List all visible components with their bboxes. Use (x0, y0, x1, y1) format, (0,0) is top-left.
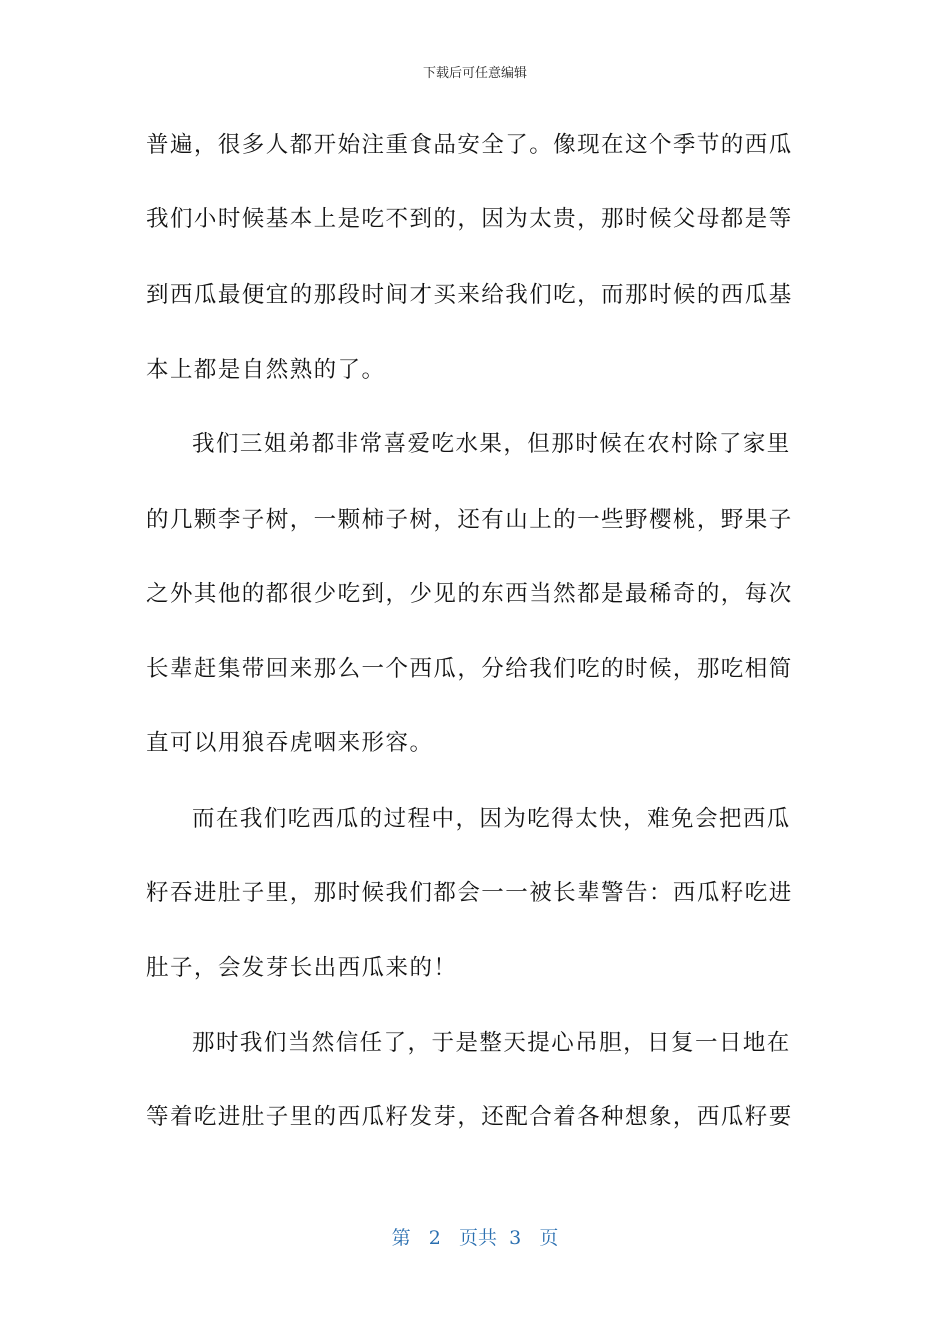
text-line: 而在我们吃西瓜的过程中，因为吃得太快，难免会把西瓜 (192, 806, 791, 832)
text-line: 长辈赶集带回来那么一个西瓜，分给我们吃的时候，那吃相简 (146, 656, 793, 682)
text-line: 我们小时候基本上是吃不到的，因为太贵，那时候父母都是等 (146, 206, 793, 232)
page-footer (0, 1226, 950, 1250)
text-line: 直可以用狼吞虎咽来形容。 (146, 730, 434, 756)
text-line: 籽吞进肚子里，那时候我们都会一一被长辈警告：西瓜籽吃进 (146, 880, 793, 906)
text-line: 那时我们当然信任了，于是整天提心吊胆，日复一日地在 (192, 1030, 791, 1056)
text-line: 本上都是自然熟的了。 (146, 357, 386, 383)
footer-total-pages: 3 (509, 1227, 522, 1249)
footer-label-prefix: 第 (391, 1227, 411, 1249)
text-line: 之外其他的都很少吃到，少见的东西当然都是最稀奇的，每次 (146, 581, 793, 607)
text-line: 普遍，很多人都开始注重食品安全了。像现在这个季节的西瓜 (146, 132, 793, 158)
text-line: 到西瓜最便宜的那段时间才买来给我们吃，而那时候的西瓜基 (146, 282, 793, 308)
text-line: 的几颗李子树，一颗柿子树，还有山上的一些野樱桃，野果子 (146, 507, 793, 533)
text-line: 肚子，会发芽长出西瓜来的！ (146, 955, 458, 981)
footer-label-suffix: 页 (539, 1227, 559, 1249)
footer-label-mid: 页共 (459, 1227, 498, 1249)
footer-page-number: 2 (428, 1227, 441, 1249)
page-header-note: 下载后可任意编辑 (422, 66, 527, 81)
text-line: 我们三姐弟都非常喜爱吃水果，但那时候在农村除了家里 (192, 431, 791, 457)
text-line: 等着吃进肚子里的西瓜籽发芽，还配合着各种想象，西瓜籽要 (146, 1104, 793, 1130)
